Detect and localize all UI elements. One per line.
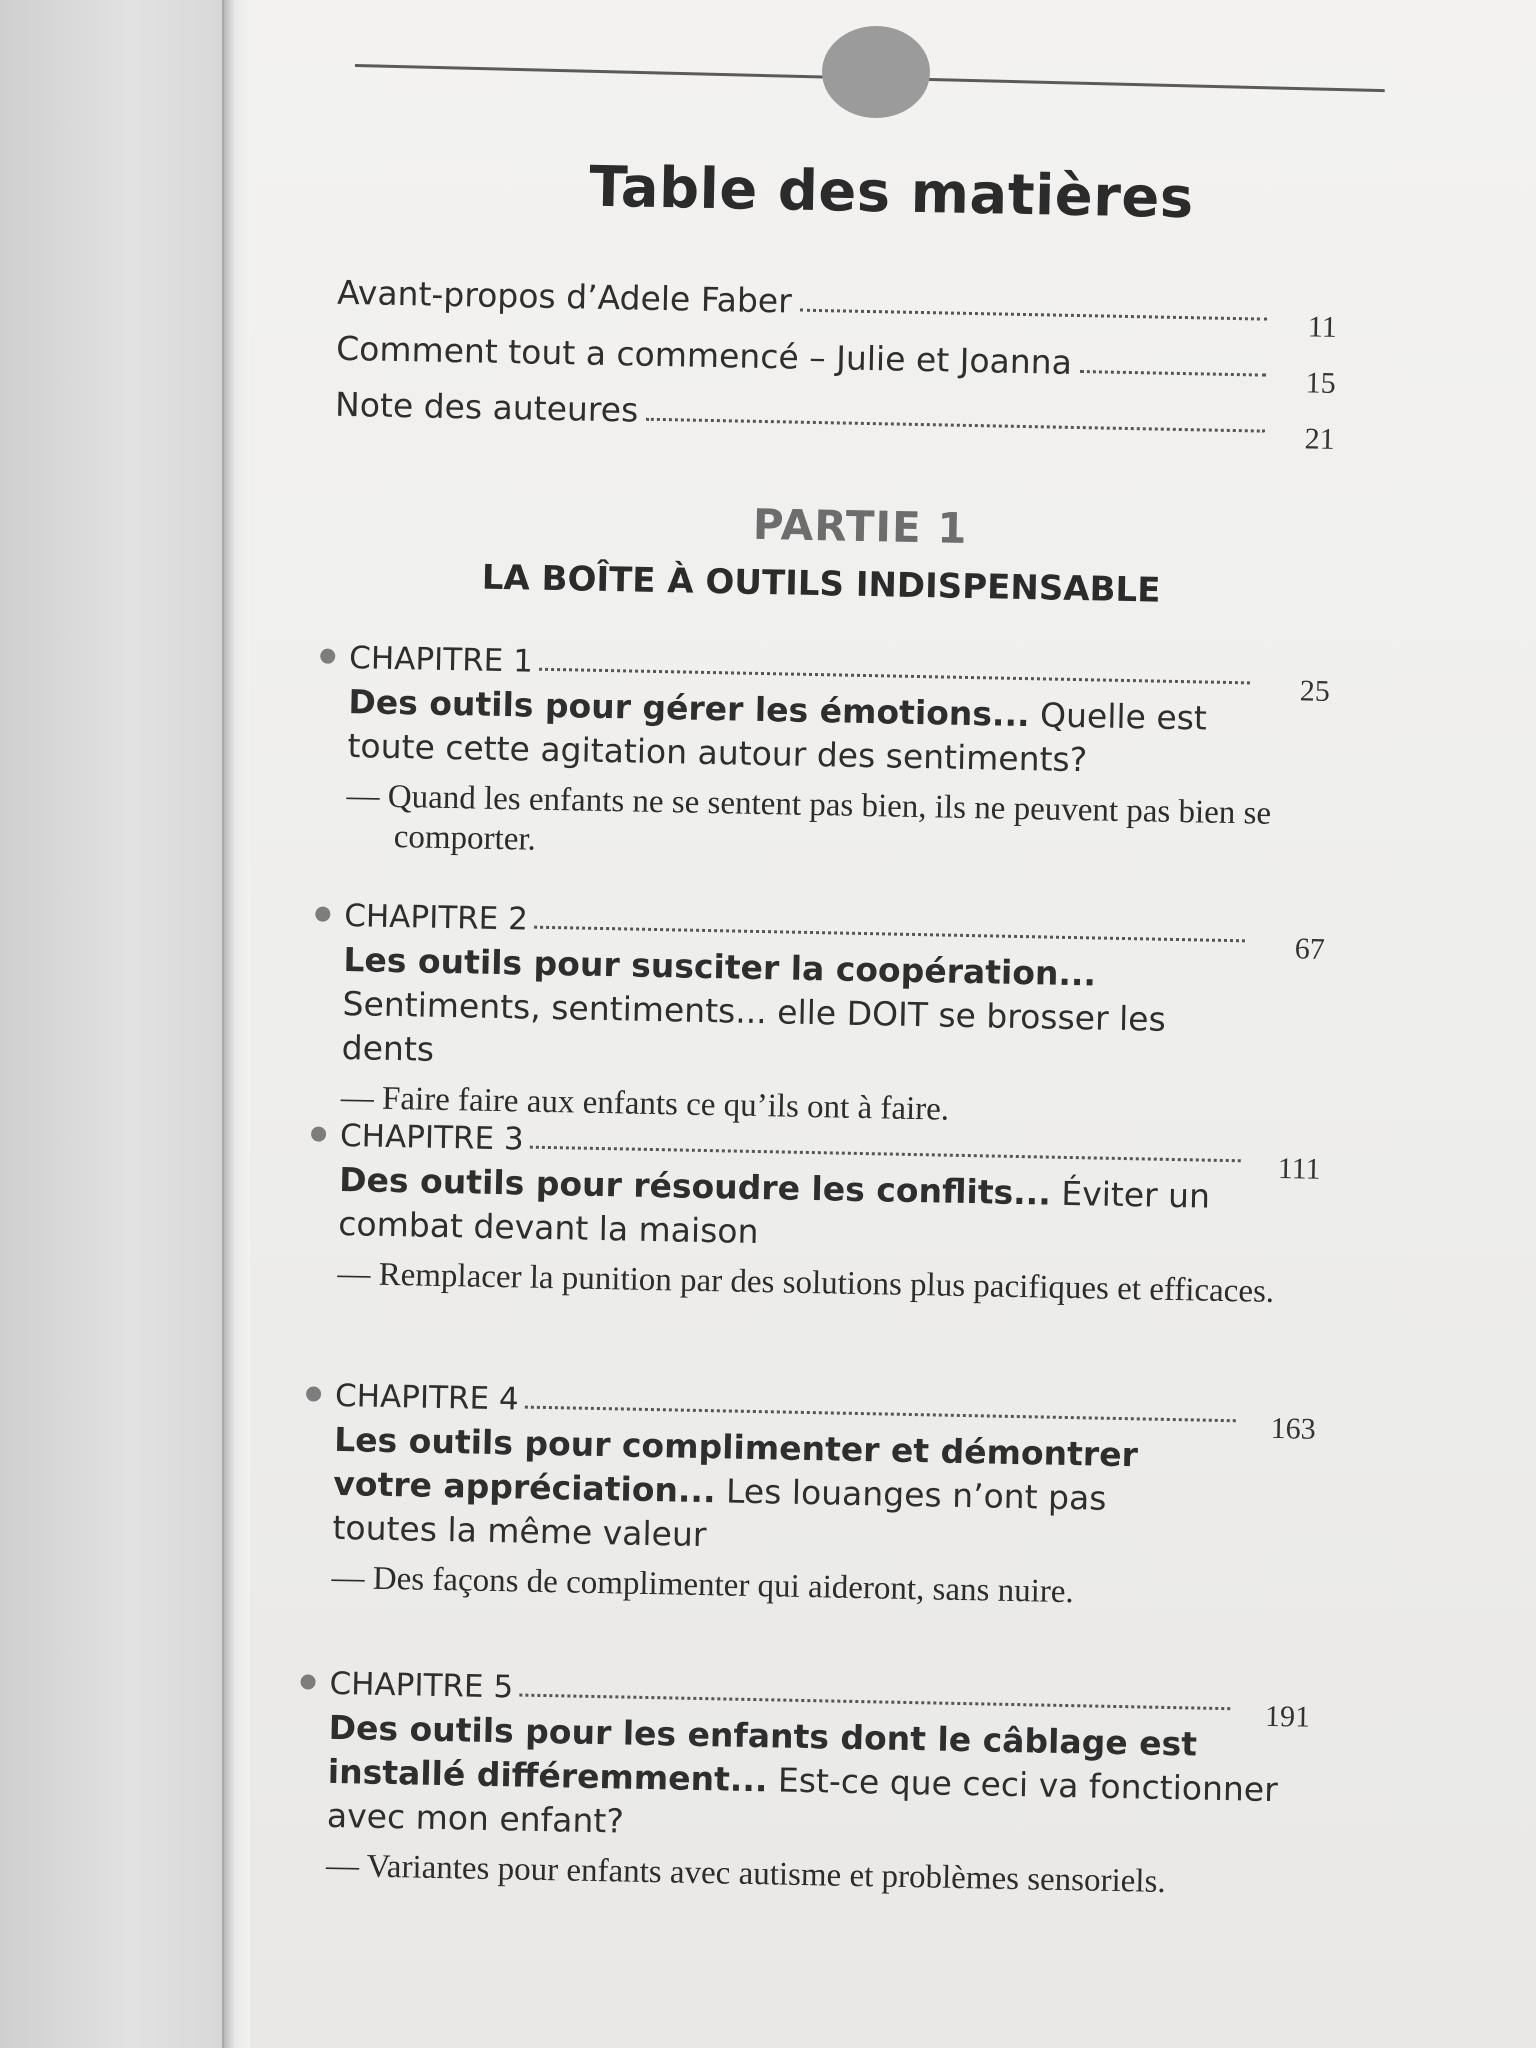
chapter-title-rest: Est-ce que ceci va fonctionner avec mon enfant? xyxy=(326,1760,1279,1841)
dot-leader xyxy=(646,417,1265,433)
bullet-icon xyxy=(300,1674,315,1689)
chapter-title xyxy=(347,680,1249,785)
chapter-title-rest: Quelle est toute cette agitation autour des sentiments? xyxy=(347,695,1208,780)
toc-entry-page: 21 xyxy=(1304,422,1335,456)
toc-content xyxy=(250,0,1536,2048)
chapter-label: CHAPITRE 1 xyxy=(348,640,534,680)
part-subtitle: LA BOÎTE À OUTILS INDISPENSABLE xyxy=(481,557,1161,611)
chapter-label: CHAPITRE 4 xyxy=(334,1377,520,1418)
chapter-note: — Quand les enfants ne se sentent pas bien, ils ne peuvent pas bien se comporter. xyxy=(346,778,1272,858)
chapter-title xyxy=(327,1706,1289,1856)
chapter-title xyxy=(338,1158,1240,1263)
dot-leader xyxy=(530,1145,1241,1163)
chapter-title-rest: Éviter un combat devant la maison xyxy=(338,1173,1211,1252)
facing-page xyxy=(0,0,240,2048)
dot-leader xyxy=(525,1405,1236,1423)
chapter-page: 67 xyxy=(1294,932,1326,966)
dot-leader xyxy=(519,1693,1230,1711)
book-spine-edge xyxy=(222,0,252,2048)
chapter-title-rest: Sentiments, sentiments... elle DOIT se brosser les dents xyxy=(341,984,1167,1069)
chapter-title-bold: Des outils pour les enfants dont le câblage est installé différemment... xyxy=(327,1707,1198,1800)
chapter-page: 163 xyxy=(1270,1411,1316,1446)
chapter-entry-3 xyxy=(308,1109,1321,1312)
toc-entry-label: Avant-propos d’Adele Faber xyxy=(336,272,793,321)
chapter-note: — Faire faire aux enfants ce qu’ils ont à faire. xyxy=(340,1080,950,1128)
chapter-title-bold: Les outils pour susciter la coopération... xyxy=(343,940,1097,994)
chapter-title-bold: Les outils pour complimenter et démontrer votre appréciation... xyxy=(333,1419,1139,1511)
toc-entry-note xyxy=(334,374,1336,456)
bullet-icon xyxy=(315,906,330,921)
chapter-note: — Variantes pour enfants avec autisme et problèmes sensoriels. xyxy=(325,1847,1166,1900)
chapter-note: — Remplacer la punition par des solutions plus pacifiques et efficaces. xyxy=(337,1255,1275,1310)
bullet-icon xyxy=(320,649,335,664)
bullet-icon xyxy=(306,1386,321,1401)
chapter-title-bold: Des outils pour résoudre les conflits... xyxy=(338,1159,1052,1213)
part-heading: PARTIE 1 xyxy=(752,499,969,553)
chapter-entry-4 xyxy=(302,1369,1316,1616)
dot-leader xyxy=(534,925,1245,943)
chapter-title-bold: Des outils pour gérer les émotions... xyxy=(348,682,1031,735)
chapter-title-rest: Les louanges n’ont pas toutes la même valeur xyxy=(332,1471,1107,1555)
toc-entry-label: Note des auteures xyxy=(334,384,639,430)
chapter-title xyxy=(341,938,1243,1087)
dot-leader xyxy=(1080,369,1266,377)
chapter-entry-2 xyxy=(311,889,1325,1136)
dot-leader xyxy=(800,308,1267,321)
chapter-label: CHAPITRE 5 xyxy=(329,1665,514,1706)
chapter-entry-5 xyxy=(297,1657,1311,1904)
dot-leader xyxy=(539,667,1250,685)
chapter-label: CHAPITRE 2 xyxy=(343,898,529,938)
toc-entry-label: Comment tout a commencé – Julie et Joanna xyxy=(335,328,1073,382)
chapter-note: — Des façons de complimenter qui aideront, sans nuire. xyxy=(331,1559,1075,1611)
page-title: Table des matières xyxy=(588,154,1195,232)
chapter-page: 191 xyxy=(1264,1699,1311,1734)
toc-entry-page: 15 xyxy=(1305,366,1337,400)
toc-entry-page: 11 xyxy=(1307,310,1338,344)
book-page xyxy=(250,0,1536,2048)
bullet-icon xyxy=(311,1126,326,1141)
chapter-entry-1 xyxy=(316,632,1330,875)
chapter-label: CHAPITRE 3 xyxy=(339,1117,525,1158)
chapter-page: 111 xyxy=(1277,1152,1321,1186)
chapter-title xyxy=(332,1418,1194,1566)
chapter-page: 25 xyxy=(1299,674,1331,708)
